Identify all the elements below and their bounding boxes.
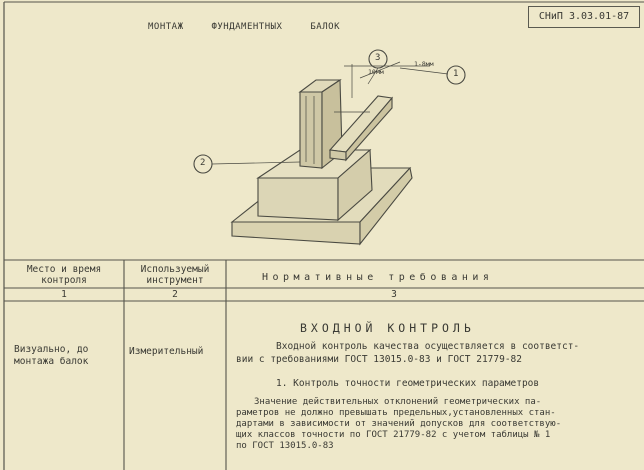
dim-label: 1-8мм bbox=[414, 60, 434, 68]
place-line: Визуально, до bbox=[14, 344, 89, 355]
cell-instrument: Измерительный bbox=[129, 346, 204, 357]
header-line: контроля bbox=[41, 275, 87, 286]
col-header-instrument bbox=[124, 264, 226, 286]
subsection-title: 1. Контроль точности геометрических параметров bbox=[276, 378, 540, 389]
place-line: монтажа балок bbox=[14, 356, 89, 367]
intro-line: вии с требованиями ГОСТ 13015.0-83 и ГОСТ 21779-82 bbox=[236, 354, 522, 365]
requirement-text bbox=[236, 397, 562, 452]
title-word: ФУНДАМЕНТНЫХ bbox=[211, 22, 283, 32]
intro-line: Входной контроль качества осуществляется в соответст- bbox=[276, 341, 580, 352]
header-line: Используемый bbox=[140, 264, 210, 275]
title-word: МОНТАЖ bbox=[148, 22, 184, 32]
requirement-line: щих классов точности по ГОСТ 21779-82 с учетом таблицы № 1 bbox=[236, 430, 551, 440]
callout-1: 1 bbox=[453, 69, 459, 79]
col-header-place bbox=[4, 264, 124, 286]
section-title: ВХОДНОЙ КОНТРОЛЬ bbox=[300, 321, 475, 335]
header-line: Место и время bbox=[26, 264, 102, 275]
col-number: 1 bbox=[61, 289, 67, 300]
requirement-line: дартами в зависимости от значений допусков для соответствую- bbox=[236, 419, 562, 429]
dim-label: 10мм bbox=[368, 68, 384, 76]
col-header-requirements: Нормативные требования bbox=[262, 272, 494, 283]
col-number: 3 bbox=[391, 289, 397, 300]
callout-3: 3 bbox=[375, 53, 381, 63]
requirement-line: раметров не должно превышать предельных,установленных стан- bbox=[236, 408, 556, 418]
callout-2: 2 bbox=[200, 158, 206, 168]
header-line: инструмент bbox=[146, 275, 204, 286]
col-number: 2 bbox=[172, 289, 178, 300]
requirement-line: по ГОСТ 13015.0-83 bbox=[236, 441, 334, 451]
cell-place bbox=[14, 344, 88, 368]
requirement-line: Значение действительных отклонений геометрических па- bbox=[254, 397, 542, 407]
doc-code-box: СНиП 3.03.01-87 bbox=[528, 6, 640, 28]
title-word: БАЛОК bbox=[310, 22, 340, 32]
